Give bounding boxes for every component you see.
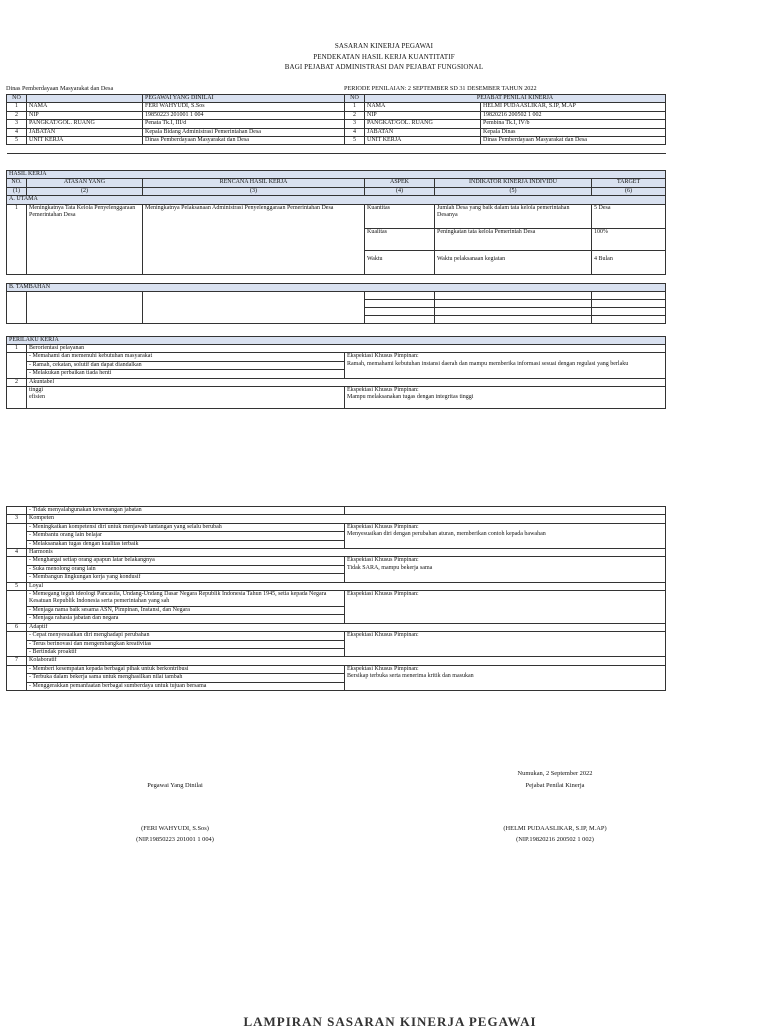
table-row: 1 NAMA FERI WAHYUDI, S.Sos 1 NAMA HELMI PUDAASLIKAR, S.IP, M.AP — [7, 103, 666, 111]
table-row — [7, 292, 666, 300]
expectation-cell: Ekspektasi Khusus Pimpinan: Mampu melaksanakan tugas dengan integritas tinggi — [345, 386, 666, 408]
utama-label: A. UTAMA — [7, 196, 666, 204]
signature-left-nip: (NIP.19850223 201001 1 004) — [136, 836, 214, 843]
identity-table — [6, 94, 666, 154]
identity-header-row — [7, 95, 666, 103]
doc-subtitle-2: BAGI PEJABAT ADMINISTRASI DAN PEJABAT FUNGSIONAL — [284, 63, 484, 71]
signature-right-name: (HELMI PUDAASLIKAR, S.IP, M.AP) — [503, 825, 607, 832]
expectation-cell: Ekspektasi Khusus Pimpinan: — [345, 632, 666, 657]
perilaku-kerja-table-continued: - Tidak menyalahgunakan kewenangan jabatan 3 Kompeten - Meningkatkan kompetensi diri untuk menjawab tantangan yang selalu berubah Ekspektasi Khusus Pimpinan: Menyesuaikan diri dengan perubahan aturan, memberikan contoh kepada bawahan - Membantu orang lain belajar - Melaksanakan tugas dengan kualitas terbaik 4 Harmonis - Menghargai setiap orang apapun latar belakangnya Ekspektasi Khusus Pimpinan: Tidak SARA, mampu bekerja sama - Suka menolong orang lain - Membangun lingkungan kerja yang kondusif 5 Loyal - Memegang teguh ideologi Pancasila, Undang-Undang Dasar Negara Republik Indonesia Tahun 1945, setia kepada Negara Kesatuan Republik Indonesia serta pemerintahan yang sah Ekspektasi Khusus Pimpinan: - Menjaga nama baik sesama ASN, Pimpinan, Instansi, dan Negara - Menjaga rahasia jabatan dan negara 6 Adaptif - Cepat menyesuaikan diri menghadapi perubahan Ekspektasi Khusus Pimpinan: - Terus berinovasi dan mengembangkan kreativitas - Bertindak proaktif 7 Kolaboratif - Memberi kesempatan kepada berbagai pihak untuk berkontribusi Ekspektasi Khusus Pimpinan: Bersikap terbuka serta menerima kritik dan masukan - Terbuka dalam bekerja sama untuk menghasilkan nilai tambah - Menggerakkan pemanfaatan berbagai sumberdaya untuk tujuan bersama — [6, 506, 666, 691]
page-gap — [0, 412, 768, 504]
perilaku-kerja-table: PERILAKU KERJA 1 Berorientasi pelayanan - Memahami dan memenuhi kebutuhan masyarakat Ekspektasi Khusus Pimpinan: Ramah, memahami kebutuhan instansi daerah dan mampu memberika informasi sesuai dengan regulasi yang berlaku - Ramah, cekatan, solutif dan dapat diandalkan - Melakukan perbaikan tiada henti 2 Akuntabel tinggi efisien Ekspektasi Khusus Pimpinan: Mampu melaksanakan tugas dengan integritas tinggi — [6, 327, 666, 409]
tambahan-label: B. TAMBAHAN — [7, 283, 666, 291]
behavior-title-row: 4 Harmonis — [7, 549, 666, 557]
perilaku-title: PERILAKU KERJA — [7, 336, 666, 344]
table-row: 3 PANGKAT/GOL. RUANG Penata Tk.I, III/d 3 PANGKAT/GOL. RUANG Pembina Tk.I, IV/b — [7, 120, 666, 128]
behavior-title-row: 5 Loyal — [7, 582, 666, 590]
col-no: NO — [7, 95, 27, 103]
signature-right-nip: (NIP.19820216 200502 1 002) — [516, 836, 594, 843]
table-row: Kualitas Peningkatan tata kelola Pemerintah Desa 100% — [7, 228, 666, 250]
hasil-kerja-table — [6, 170, 666, 324]
behavior-title-row: 3 Kompeten — [7, 515, 666, 523]
spacer-row — [7, 145, 666, 154]
col-pegawai: PEGAWAI YANG DINILAI — [143, 95, 345, 103]
signature-date: Numukan, 2 September 2022 — [517, 770, 593, 777]
behavior-title-row: 2 Akuntabel — [7, 378, 666, 386]
table-row: 5 UNIT KERJA Dinas Pemberdayaan Masyarakat dan Desa 5 UNIT KERJA Dinas Pemberdayaan Masyarakat dan Desa — [7, 137, 666, 145]
expectation-cell: Ekspektasi Khusus Pimpinan: Menyesuaikan diri dengan perubahan aturan, memberikan contoh kepada bawahan — [345, 523, 666, 548]
signature-left-name: (FERI WAHYUDI, S.Sos) — [141, 825, 209, 832]
table-row: Waktu Waktu pelaksanaan kegiatan 4 Bulan — [7, 250, 666, 274]
col-no-right: NO — [345, 95, 365, 103]
expectation-cell: Ekspektasi Khusus Pimpinan: Bersikap terbuka serta menerima kritik dan masukan — [345, 665, 666, 690]
signature-left-role: Pegawai Yang Dinilai — [147, 782, 203, 789]
unit-label: Dinas Pemberdayaan Masyarakat dan Desa — [6, 85, 114, 92]
period-label: PERIODE PENILAIAN: 2 SEPTEMBER SD 31 DESEMBER TAHUN 2022 — [344, 85, 537, 92]
signature-right-role: Pejabat Penilai Kinerja — [525, 782, 585, 789]
expectation-cell: Ekspektasi Khusus Pimpinan: — [345, 591, 666, 624]
doc-title: SASARAN KINERJA PEGAWAI — [334, 42, 434, 50]
hasil-header-row: NO. ATASAN YANG RENCANA HASIL KERJA ASPEK INDIKATOR KINERJA INDIVIDU TARGET — [7, 179, 666, 187]
doc-subtitle: PENDEKATAN HASIL KERJA KUANTITATIF — [313, 53, 455, 61]
table-row: 2 NIP 19850223 201001 1 004 2 NIP 19820216 200502 1 002 — [7, 111, 666, 119]
behavior-title-row: 1 Berorientasi pelayanan — [7, 344, 666, 352]
table-row: 1 Meningkatnya Tata Kelola Penyelenggaraan Pemerintahan Desa Meningkatnya Pelaksanaan Administrasi Penyelenggaraan Pemerintahan Desa Kuantitas Jumlah Desa yang baik dalam tata kelola pemerintahan Desanya 5 Desa — [7, 204, 666, 228]
expectation-cell: Ekspektasi Khusus Pimpinan: Tidak SARA, mampu bekerja sama — [345, 557, 666, 582]
behavior-title-row: 7 Kolaboratif — [7, 657, 666, 665]
table-row: 4 JABATAN Kepala Bidang Administrasi Pemerintahan Desa 4 JABATAN Kepala Dinas — [7, 128, 666, 136]
next-page-title: LAMPIRAN SASARAN KINERJA PEGAWAI — [243, 1014, 537, 1029]
behavior-title-row: 6 Adaptif — [7, 623, 666, 631]
col-penilai: PEJABAT PENILAI KINERJA — [365, 95, 666, 103]
hasil-code-row: (1) (2) (3) (4) (5) (6) — [7, 187, 666, 195]
hasil-kerja-title: HASIL KERJA — [7, 171, 666, 179]
expectation-cell: Ekspektasi Khusus Pimpinan: Ramah, memahami kebutuhan instansi daerah dan mampu memberika informasi sesuai dengan regulasi yang berlaku — [345, 353, 666, 378]
